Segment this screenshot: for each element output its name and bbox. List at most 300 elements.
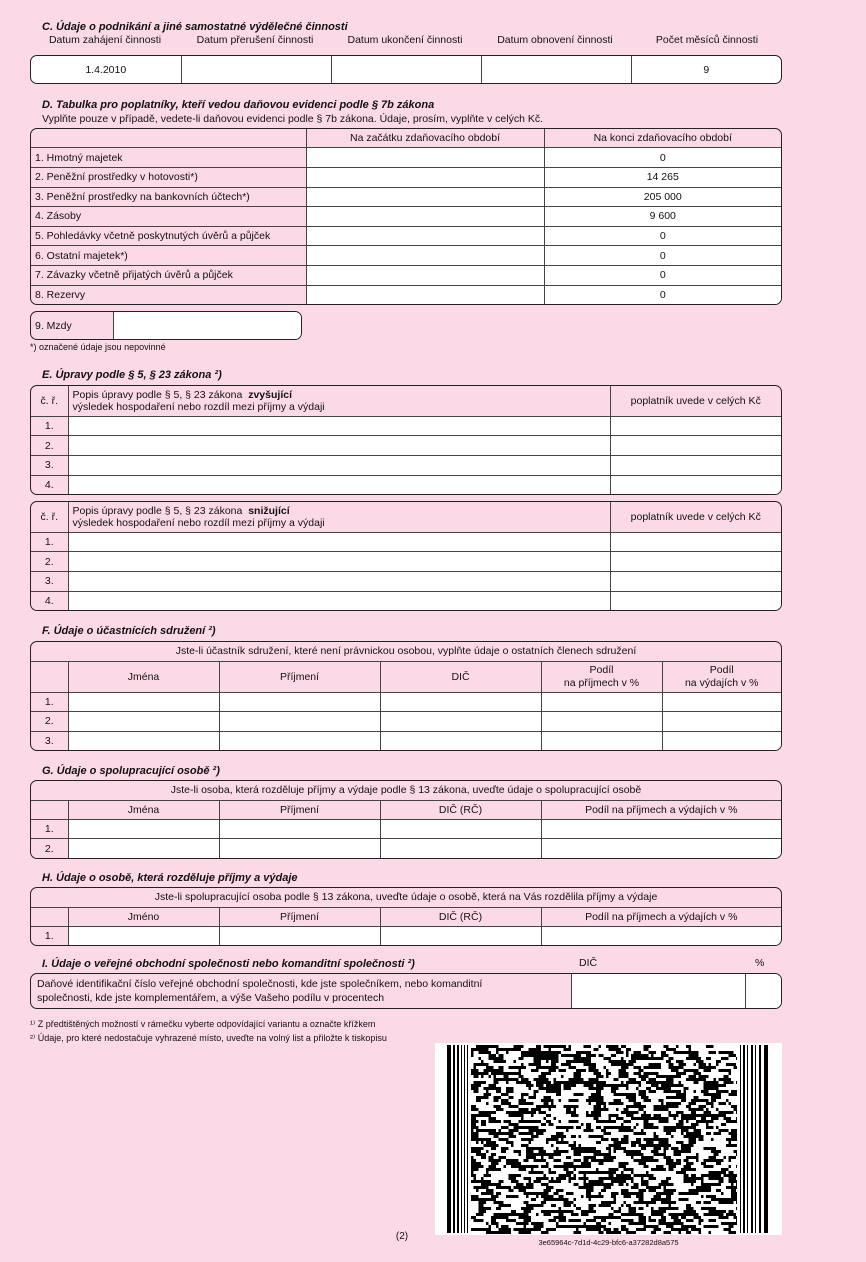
share-field[interactable]	[541, 926, 781, 945]
barcode-module	[649, 1189, 657, 1192]
barcode-module	[506, 1132, 509, 1135]
barcode-module	[696, 1159, 699, 1162]
barcode-module	[591, 1066, 596, 1069]
surname-field[interactable]	[219, 819, 380, 839]
barcode-module	[529, 1129, 537, 1132]
barcode-module	[636, 1153, 644, 1156]
barcode-module	[549, 1195, 554, 1198]
barcode-module	[721, 1192, 724, 1195]
barcode-module	[646, 1186, 649, 1189]
section-f-table	[30, 641, 782, 751]
dic-field[interactable]	[380, 731, 541, 750]
barcode-module	[541, 1165, 546, 1168]
barcode-module	[559, 1195, 562, 1198]
barcode-module	[699, 1222, 702, 1225]
share-field[interactable]	[541, 839, 781, 858]
barcode-module	[659, 1219, 667, 1222]
description-field[interactable]	[68, 552, 610, 572]
surname-field[interactable]	[219, 926, 380, 945]
end-value-field[interactable]: 9 600	[544, 207, 781, 227]
description-field[interactable]	[68, 416, 610, 436]
col-end-header: Na konci zdaňovacího období	[544, 129, 781, 148]
barcode-module	[549, 1072, 552, 1075]
barcode-module	[676, 1171, 681, 1174]
barcode-module	[546, 1228, 554, 1231]
end-value-field[interactable]: 0	[544, 285, 781, 304]
barcode-module	[574, 1168, 577, 1171]
barcode-module	[621, 1045, 626, 1048]
barcode-module	[696, 1177, 704, 1180]
barcode-module	[546, 1138, 554, 1141]
barcode-module	[491, 1198, 496, 1201]
barcode-module	[544, 1117, 547, 1120]
barcode-module	[554, 1198, 559, 1201]
barcode-module	[709, 1165, 714, 1168]
barcode-module	[651, 1066, 654, 1069]
barcode-module	[716, 1063, 719, 1066]
barcode-module	[494, 1105, 502, 1108]
barcode-module	[511, 1165, 519, 1168]
barcode-module	[721, 1177, 724, 1180]
barcode-module	[626, 1063, 634, 1066]
barcode-module	[611, 1207, 614, 1210]
barcode-module	[481, 1081, 486, 1084]
barcode-module	[541, 1072, 546, 1075]
barcode-module	[709, 1120, 714, 1123]
start-value-field[interactable]	[306, 187, 544, 207]
barcode-module	[569, 1060, 572, 1063]
barcode-module	[546, 1177, 549, 1180]
name-field[interactable]	[68, 926, 219, 945]
barcode-module	[681, 1171, 686, 1174]
end-value-field[interactable]: 0	[544, 266, 781, 286]
barcode-module	[594, 1048, 597, 1051]
dic-rc-field[interactable]	[380, 839, 541, 858]
barcode-module	[514, 1219, 517, 1222]
barcode-module	[731, 1189, 736, 1192]
barcode-module	[539, 1066, 547, 1069]
barcode-module	[644, 1099, 652, 1102]
surname-field[interactable]	[219, 731, 380, 750]
income-share-field[interactable]	[541, 712, 662, 732]
barcode-module	[629, 1078, 637, 1081]
barcode-module	[511, 1210, 514, 1213]
barcode-module	[621, 1204, 624, 1207]
barcode-module	[639, 1228, 647, 1231]
barcode-module	[694, 1054, 699, 1057]
barcode-module	[669, 1204, 672, 1207]
barcode-module	[594, 1171, 599, 1174]
barcode-module	[714, 1153, 719, 1156]
barcode-module	[611, 1126, 619, 1129]
names-field[interactable]	[68, 839, 219, 858]
barcode-module	[491, 1216, 496, 1219]
barcode-module	[719, 1084, 727, 1087]
barcode-module	[709, 1066, 717, 1069]
barcode-module	[619, 1216, 622, 1219]
barcode-module	[664, 1087, 672, 1090]
barcode-module	[566, 1192, 574, 1195]
share-field[interactable]	[541, 819, 781, 839]
barcode-module	[679, 1081, 682, 1084]
barcode-module	[664, 1186, 667, 1189]
barcode-module	[551, 1057, 559, 1060]
barcode-module	[531, 1069, 536, 1072]
barcode-module	[634, 1222, 642, 1225]
barcode-module	[596, 1225, 604, 1228]
barcode-module	[634, 1159, 642, 1162]
barcode-module	[714, 1081, 719, 1084]
barcode-module	[646, 1144, 654, 1147]
barcode-module	[716, 1087, 719, 1090]
description-field[interactable]	[68, 532, 610, 552]
barcode-module	[654, 1114, 657, 1117]
barcode-module	[484, 1096, 489, 1099]
barcode-module	[711, 1087, 716, 1090]
surname-field[interactable]	[219, 692, 380, 712]
barcode-module	[639, 1054, 647, 1057]
barcode-module	[691, 1174, 696, 1177]
barcode-module	[626, 1231, 629, 1234]
barcode-module	[471, 1117, 476, 1120]
barcode-module	[579, 1171, 587, 1174]
end-value-field[interactable]: 0	[544, 246, 781, 266]
surname-field[interactable]	[219, 712, 380, 732]
barcode-module	[654, 1105, 662, 1108]
barcode-module	[471, 1162, 476, 1165]
end-value-field[interactable]: 0	[544, 148, 781, 168]
barcode-module	[571, 1171, 574, 1174]
barcode-module	[546, 1141, 549, 1144]
barcode-module	[686, 1219, 694, 1222]
barcode-module	[544, 1102, 549, 1105]
barcode-module	[494, 1201, 499, 1204]
barcode-module	[531, 1168, 534, 1171]
barcode-module	[614, 1144, 622, 1147]
amount-field[interactable]	[610, 416, 781, 436]
barcode-module	[549, 1156, 554, 1159]
barcode-module	[604, 1081, 607, 1084]
barcode-module	[589, 1198, 592, 1201]
amount-field[interactable]	[610, 591, 781, 610]
barcode-module	[661, 1054, 669, 1057]
corner-cell	[31, 907, 68, 926]
end-value-field[interactable]: 205 000	[544, 187, 781, 207]
barcode-module	[621, 1138, 629, 1141]
barcode-module	[694, 1063, 697, 1066]
barcode-module	[636, 1132, 641, 1135]
barcode-module	[511, 1048, 516, 1051]
barcode-module	[729, 1132, 732, 1135]
barcode-module	[729, 1171, 734, 1174]
barcode-module	[504, 1165, 507, 1168]
barcode-module	[624, 1201, 627, 1204]
barcode-module	[561, 1075, 564, 1078]
barcode-module	[586, 1123, 591, 1126]
amount-field[interactable]	[610, 475, 781, 494]
barcode-module	[479, 1114, 487, 1117]
start-value-field[interactable]	[306, 266, 544, 286]
section-h-table	[30, 887, 782, 946]
company-dic-field[interactable]	[571, 974, 745, 1008]
barcode-module	[489, 1075, 492, 1078]
barcode-module	[584, 1174, 587, 1177]
barcode-module	[689, 1138, 697, 1141]
barcode-module	[609, 1174, 614, 1177]
barcode-module	[471, 1195, 479, 1198]
barcode-module	[516, 1114, 524, 1117]
barcode-module	[579, 1054, 582, 1057]
pause-date-header: Datum přerušení činnosti	[196, 34, 314, 46]
barcode-module	[651, 1210, 654, 1213]
barcode-module	[634, 1051, 642, 1054]
expense-share-field[interactable]	[662, 692, 781, 712]
barcode-module	[566, 1171, 571, 1174]
barcode-module	[494, 1153, 497, 1156]
barcode-guard-bar	[461, 1045, 462, 1233]
dic-field[interactable]	[380, 712, 541, 732]
barcode-module	[644, 1123, 649, 1126]
barcode-module	[641, 1180, 649, 1183]
expense-share-field[interactable]	[662, 712, 781, 732]
names-field[interactable]	[68, 712, 219, 732]
barcode-module	[679, 1093, 687, 1096]
barcode-module	[711, 1105, 714, 1108]
barcode-module	[726, 1216, 729, 1219]
description-text-2: výsledek hospodaření nebo rozdíl mezi příjmy a výdaji	[72, 400, 325, 413]
start-value-field[interactable]	[306, 148, 544, 168]
barcode-module	[704, 1186, 712, 1189]
section-h-header: Jste-li spolupracující osoba podle § 13 zákona, uveďte údaje o osobě, která na Vás rozdělila příjmy a výdaje	[31, 888, 781, 907]
barcode-module	[476, 1153, 481, 1156]
barcode-module	[604, 1138, 609, 1141]
barcode-module	[684, 1090, 687, 1093]
end-value-field[interactable]: 14 265	[544, 167, 781, 187]
barcode-module	[556, 1216, 559, 1219]
end-date-field[interactable]	[331, 56, 481, 83]
barcode-module	[621, 1111, 629, 1114]
barcode-module	[616, 1117, 619, 1120]
barcode-module	[671, 1201, 674, 1204]
dic-rc-field[interactable]	[380, 819, 541, 839]
barcode-module	[531, 1156, 536, 1159]
row-number: 3.	[31, 455, 68, 475]
barcode-module	[634, 1201, 637, 1204]
barcode-module	[616, 1141, 624, 1144]
barcode-module	[626, 1105, 631, 1108]
barcode-module	[499, 1204, 507, 1207]
barcode-module	[561, 1138, 564, 1141]
barcode-module	[506, 1087, 514, 1090]
barcode-module	[559, 1177, 562, 1180]
barcode-module	[684, 1135, 689, 1138]
barcode-module	[634, 1153, 637, 1156]
description-field[interactable]	[68, 455, 610, 475]
names-field[interactable]	[68, 819, 219, 839]
barcode-module	[521, 1078, 529, 1081]
barcode-module	[626, 1129, 634, 1132]
barcode-module	[621, 1171, 624, 1174]
amount-field[interactable]	[610, 552, 781, 572]
barcode-module	[661, 1180, 664, 1183]
barcode-module	[531, 1198, 536, 1201]
barcode-module	[509, 1177, 517, 1180]
barcode-module	[561, 1081, 566, 1084]
barcode-module	[576, 1051, 584, 1054]
amount-field[interactable]	[610, 532, 781, 552]
barcode-module	[509, 1072, 512, 1075]
names-field[interactable]	[68, 731, 219, 750]
barcode-module	[529, 1120, 537, 1123]
barcode-module	[521, 1207, 526, 1210]
barcode-module	[604, 1204, 612, 1207]
barcode-module	[686, 1120, 689, 1123]
barcode-module	[571, 1114, 579, 1117]
income-share-field[interactable]	[541, 692, 662, 712]
barcode-module	[519, 1213, 524, 1216]
end-value-field[interactable]: 0	[544, 226, 781, 246]
barcode-module	[476, 1147, 481, 1150]
barcode-module	[686, 1114, 691, 1117]
amount-field[interactable]	[610, 436, 781, 456]
barcode-module	[591, 1159, 599, 1162]
description-field[interactable]	[68, 571, 610, 591]
surname-field[interactable]	[219, 839, 380, 858]
barcode-module	[619, 1075, 627, 1078]
barcode-module	[621, 1066, 624, 1069]
barcode-module	[531, 1108, 534, 1111]
barcode-module	[474, 1069, 479, 1072]
barcode-module	[481, 1123, 486, 1126]
barcode-module	[541, 1150, 546, 1153]
barcode-module	[591, 1078, 599, 1081]
barcode-module	[659, 1147, 662, 1150]
months-field[interactable]: 9	[631, 56, 781, 83]
months-header: Počet měsíců činnosti	[655, 34, 759, 46]
barcode-module	[716, 1126, 719, 1129]
barcode-module	[734, 1231, 737, 1234]
amount-field[interactable]	[610, 571, 781, 591]
dic-field[interactable]	[380, 692, 541, 712]
barcode-module	[694, 1213, 699, 1216]
barcode-module	[679, 1051, 684, 1054]
barcode-module	[531, 1114, 534, 1117]
barcode-module	[641, 1222, 646, 1225]
barcode-module	[584, 1069, 587, 1072]
start-value-field[interactable]	[306, 207, 544, 227]
barcode-module	[519, 1168, 524, 1171]
barcode-module	[694, 1096, 699, 1099]
start-value-field[interactable]	[306, 167, 544, 187]
barcode-module	[691, 1180, 696, 1183]
resume-date-field[interactable]	[481, 56, 631, 83]
barcode-module	[511, 1105, 519, 1108]
barcode-module	[471, 1168, 479, 1171]
barcode-module	[586, 1192, 591, 1195]
expense-share-field[interactable]	[662, 731, 781, 750]
barcode-module	[564, 1150, 569, 1153]
barcode-module	[481, 1060, 484, 1063]
barcode-module	[689, 1213, 692, 1216]
barcode-module	[619, 1069, 627, 1072]
barcode-module	[641, 1174, 649, 1177]
description-field[interactable]	[68, 591, 610, 610]
barcode-module	[594, 1096, 597, 1099]
description-field[interactable]	[68, 475, 610, 494]
barcode-module	[586, 1219, 589, 1222]
barcode-module	[586, 1171, 591, 1174]
barcode-module	[649, 1225, 652, 1228]
barcode-module	[686, 1045, 691, 1048]
barcode-module	[471, 1051, 474, 1054]
barcode-module	[736, 1108, 737, 1111]
barcode-module	[644, 1057, 649, 1060]
barcode-module	[734, 1066, 738, 1069]
barcode-module	[529, 1063, 537, 1066]
barcode-module	[681, 1144, 684, 1147]
barcode-module	[636, 1057, 644, 1060]
barcode-module	[629, 1222, 634, 1225]
start-date-field[interactable]: 1.4.2010	[31, 56, 181, 83]
barcode-guard-bar	[764, 1045, 768, 1233]
barcode-module	[471, 1129, 474, 1132]
barcode-module	[574, 1183, 579, 1186]
names-field[interactable]	[68, 692, 219, 712]
barcode-module	[711, 1096, 714, 1099]
barcode-module	[701, 1105, 706, 1108]
barcode-module	[601, 1189, 606, 1192]
amount-field[interactable]	[610, 455, 781, 475]
start-value-field[interactable]	[306, 226, 544, 246]
pause-date-field[interactable]	[181, 56, 331, 83]
corner-cell	[31, 800, 68, 819]
barcode-module	[599, 1177, 604, 1180]
barcode-module	[471, 1156, 474, 1159]
company-share-field[interactable]	[745, 974, 781, 1008]
section-i-description-line1: Daňové identifikační číslo veřejné obchodní společnosti, kde jste společníkem, nebo komanditní	[37, 978, 483, 990]
barcode-module	[504, 1216, 509, 1219]
barcode-module	[519, 1057, 524, 1060]
barcode-module	[554, 1150, 557, 1153]
barcode-module	[651, 1225, 659, 1228]
barcode-module	[649, 1126, 654, 1129]
barcode-module	[619, 1048, 622, 1051]
barcode-module	[646, 1081, 649, 1084]
barcode-module	[666, 1177, 671, 1180]
barcode-module	[596, 1111, 601, 1114]
start-value-field[interactable]	[306, 285, 544, 304]
section-g-header: Jste-li osoba, která rozděluje příjmy a výdaje podle § 13 zákona, uveďte údaje o spolupracující osobě	[31, 781, 781, 800]
mzdy-field[interactable]	[113, 312, 301, 339]
barcode-module	[489, 1165, 497, 1168]
barcode-module	[574, 1213, 579, 1216]
barcode-module	[589, 1087, 597, 1090]
dic-rc-field[interactable]	[380, 926, 541, 945]
description-field[interactable]	[68, 436, 610, 456]
barcode-module	[624, 1174, 632, 1177]
barcode-module	[666, 1060, 671, 1063]
barcode-module	[706, 1108, 709, 1111]
barcode-module	[556, 1051, 561, 1054]
barcode-module	[729, 1156, 734, 1159]
barcode-module	[601, 1201, 609, 1204]
barcode-module	[529, 1048, 534, 1051]
barcode-module	[514, 1126, 519, 1129]
income-share-field[interactable]	[541, 731, 662, 750]
start-value-field[interactable]	[306, 246, 544, 266]
barcode-module	[736, 1090, 737, 1093]
barcode-module	[704, 1147, 709, 1150]
